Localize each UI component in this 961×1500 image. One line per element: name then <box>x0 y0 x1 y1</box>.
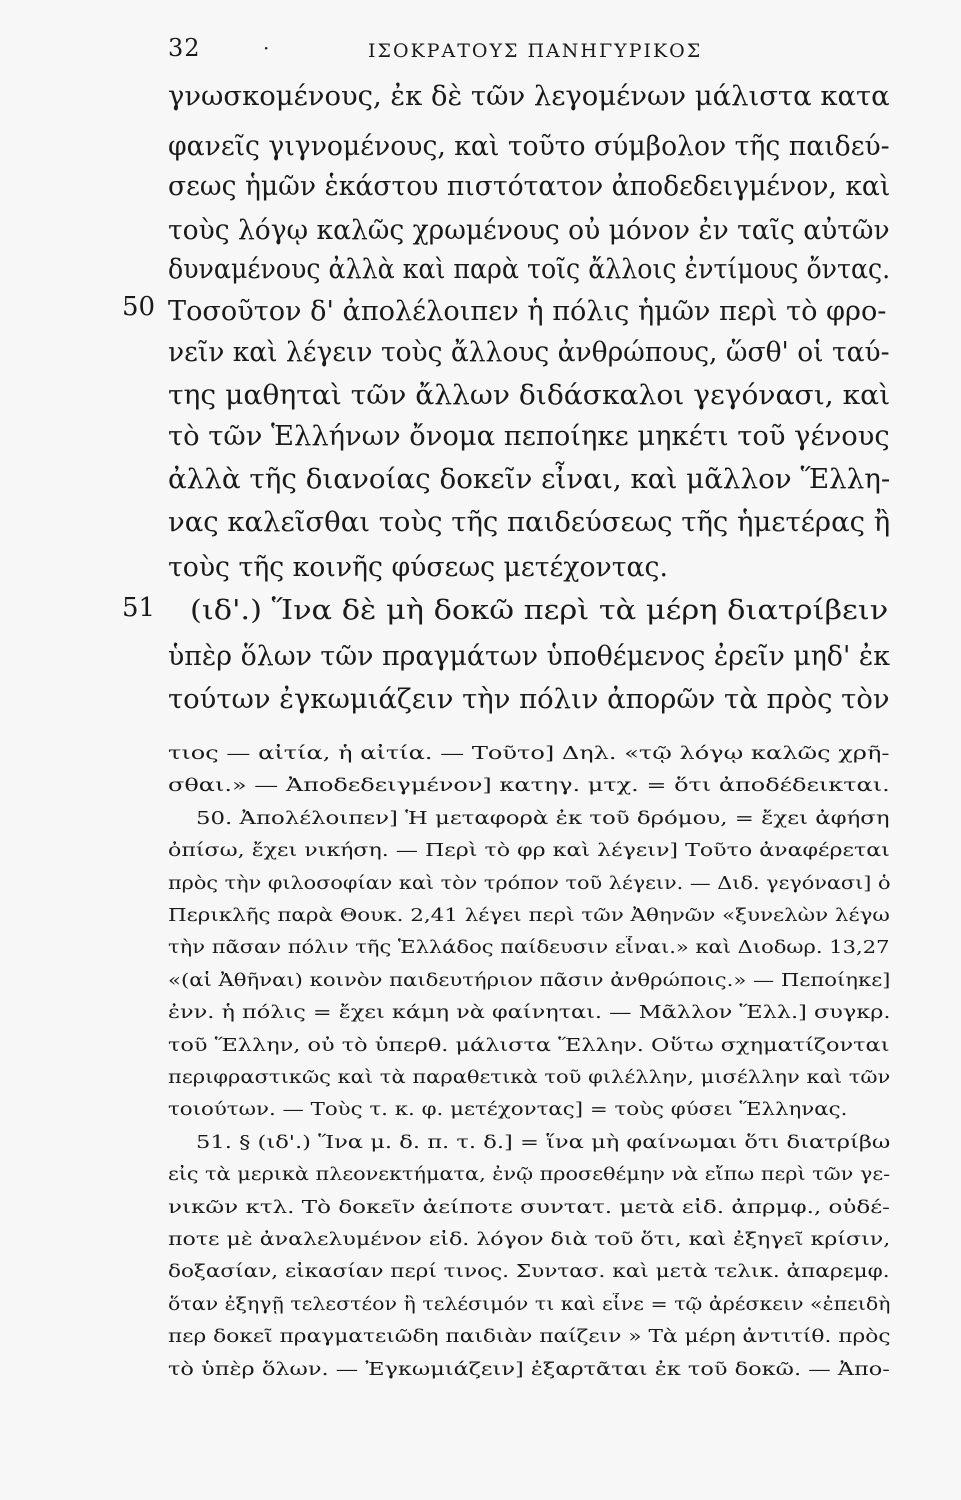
footnote-line: τοιούτων. — Τοὺς τ. κ. φ. μετέχοντας] = τοὺς φύσει Ἕλληνας. <box>168 1100 848 1121</box>
main-text-line: ὑπὲρ ὅλων τῶν πραγμάτων ὑποθέμενος ἐρεῖν μηδ' ἐκ <box>168 641 890 672</box>
footnote-line: Περικλῆς παρὰ Θουκ. 2,41 λέγει περὶ τῶν Ἀθηνῶν «ξυνελὼν λέγω <box>168 906 890 926</box>
main-text-line: τὸ τῶν Ἑλλήνων ὄνομα πεποίηκε μηκέτι τοῦ γένους <box>168 421 890 452</box>
footnote-line: εἰς τὰ μερικὰ πλεονεκτήματα, ἐνῷ προσεθέμην νὰ εἴπω περὶ τῶν γε- <box>168 1165 891 1186</box>
main-text-line: τούτων ἐγκωμιάζειν τὴν πόλιν ἀπορῶν τὰ πρὸς τὸν <box>168 684 890 715</box>
main-text-line: τοὺς τῆς κοινῆς φύσεως μετέχοντας. <box>168 552 668 583</box>
main-text-line: της μαθηταὶ τῶν ἄλλων διδάσκαλοι γεγόνασι, καὶ <box>168 380 891 411</box>
footnote-line: τὴν πᾶσαν πόλιν τῆς Ἑλλάδος παίδευσιν εἶναι.» καὶ Διοδωρ. 13,27 <box>168 938 890 959</box>
footnote-line: ὅταν ἐξηγῇ τελεστέον ἢ τελέσιμόν τι καὶ εἶνε = τῷ ἀρέσκειν «ἐπειδὴ <box>168 1294 891 1315</box>
footnote-line: ὀπίσω, ἔχει νικήση. — Περὶ τὸ φρ καὶ λέγειν] Τοῦτο ἀναφέρεται <box>168 841 890 862</box>
section-number-50: 50 <box>122 292 156 322</box>
page-number: 32 <box>168 34 201 62</box>
footnote-line: ἐνν. ἡ πόλις = ἔχει κάμη νὰ φαίνηται. — Μᾶλλον Ἕλλ.] συγκρ. <box>168 1003 891 1024</box>
main-text-line: τοὺς λόγῳ καλῶς χρωμένους οὐ μόνον ἐν ταῖς αὐτῶν <box>168 215 890 246</box>
section-number-51: 51 <box>122 593 156 623</box>
footnote-line: 51. § (ιδ'.) Ἵνα μ. δ. π. τ. δ.] = ἵνα μὴ φαίνωμαι ὅτι διατρίβω <box>196 1132 891 1153</box>
footnote-line: σθαι.» — Ἀποδεδειγμένον] κατηγ. μτχ. = ὅτι ἀποδέδεικται. <box>168 776 890 797</box>
footnote-line: τιος — αἰτία, ἡ αἰτία. — Τοῦτο] Δηλ. «τῷ λόγῳ καλῶς χρῆ- <box>168 744 890 764</box>
page-header <box>168 32 881 72</box>
main-text-line: δυναμένους ἀλλὰ καὶ παρὰ τοῖς ἄλλοις ἐντίμους ὄντας. <box>168 254 891 285</box>
footnote-line: τοῦ Ἕλλην, οὐ τὸ ὑπερθ. μάλιστα Ἕλλην. Οὕτω σχηματίζονται <box>168 1035 890 1056</box>
footnote-line: 50. Ἀπολέλοιπεν] Ἡ μεταφορὰ ἐκ τοῦ δρόμου, = ἔχει ἀφήση <box>196 808 890 829</box>
main-text-line: φανεῖς γιγνομένους, καὶ τοῦτο σύμβολον τῆς παιδεύ- <box>168 131 890 162</box>
main-text-line: (ιδ'.) Ἵνα δὲ μὴ δοκῶ περὶ τὰ μέρη διατρίβειν <box>190 595 889 626</box>
footnote-line: πρὸς τὴν φιλοσοφίαν καὶ τὸν τρόπον τοῦ λέγειν. — Διδ. γεγόνασι] ὁ <box>168 873 891 894</box>
header-separator: · <box>263 36 270 60</box>
main-text-line: Τοσοῦτον δ' ἀπολέλοιπεν ἡ πόλις ἡμῶν περὶ τὸ φρο- <box>168 296 887 327</box>
main-text-line: γνωσκομένους, ἐκ δὲ τῶν λεγομένων μάλιστα κατα <box>168 81 890 112</box>
footnote-line: τὸ ὑπὲρ ὅλων. — Ἐγκωμιάζειν] ἐξαρτᾶται ἐκ τοῦ δοκῶ. — Ἀπο- <box>168 1359 890 1380</box>
footnote-line: «(αἱ Ἀθῆναι) κοινὸν παιδευτήριον πᾶσιν ἀνθρώποις.» — Πεποίηκε] <box>168 970 891 991</box>
main-text-line: σεως ἡμῶν ἑκάστου πιστότατον ἀποδεδειγμένον, καὶ <box>168 171 891 202</box>
main-text-line: νεῖν καὶ λέγειν τοὺς ἄλλους ἀνθρώπους, ὥσθ' οἱ ταύ- <box>168 337 890 368</box>
footnote-line: νικῶν κτλ. Τὸ δοκεῖν ἀείποτε συντατ. μετὰ εἰδ. ἀπρμφ., οὐδέ- <box>168 1197 890 1218</box>
footnote-line: ποτε μὲ ἀναλελυμένον εἰδ. λόγον διὰ τοῦ ὅτι, καὶ ἐξηγεῖ κρίσιν, <box>168 1230 891 1250</box>
footnote-line: περ δοκεῖ πραγματειῶδη παιδιὰν παίζειν » Τὰ μέρη ἀντιτίθ. πρὸς <box>168 1327 891 1348</box>
footnote-line: δοξασίαν, εἰκασίαν περί τινος. Συντασ. καὶ μετὰ τελικ. ἀπαρεμφ. <box>168 1262 890 1283</box>
main-text-line: νας καλεῖσθαι τοὺς τῆς παιδεύσεως τῆς ἡμετέρας ἢ <box>168 507 891 538</box>
footnote-line: περιφραστικῶς καὶ τὰ παραθετικὰ τοῦ φιλέλλην, μισέλλην καὶ τῶν <box>168 1068 891 1088</box>
main-text-line: ἀλλὰ τῆς διανοίας δοκεῖν εἶναι, καὶ μᾶλλον Ἕλλη- <box>168 464 891 495</box>
running-title: ΙΣΟΚΡΑΤΟΥΣ ΠΑΝΗΓΥΡΙΚΟΣ <box>368 40 703 62</box>
